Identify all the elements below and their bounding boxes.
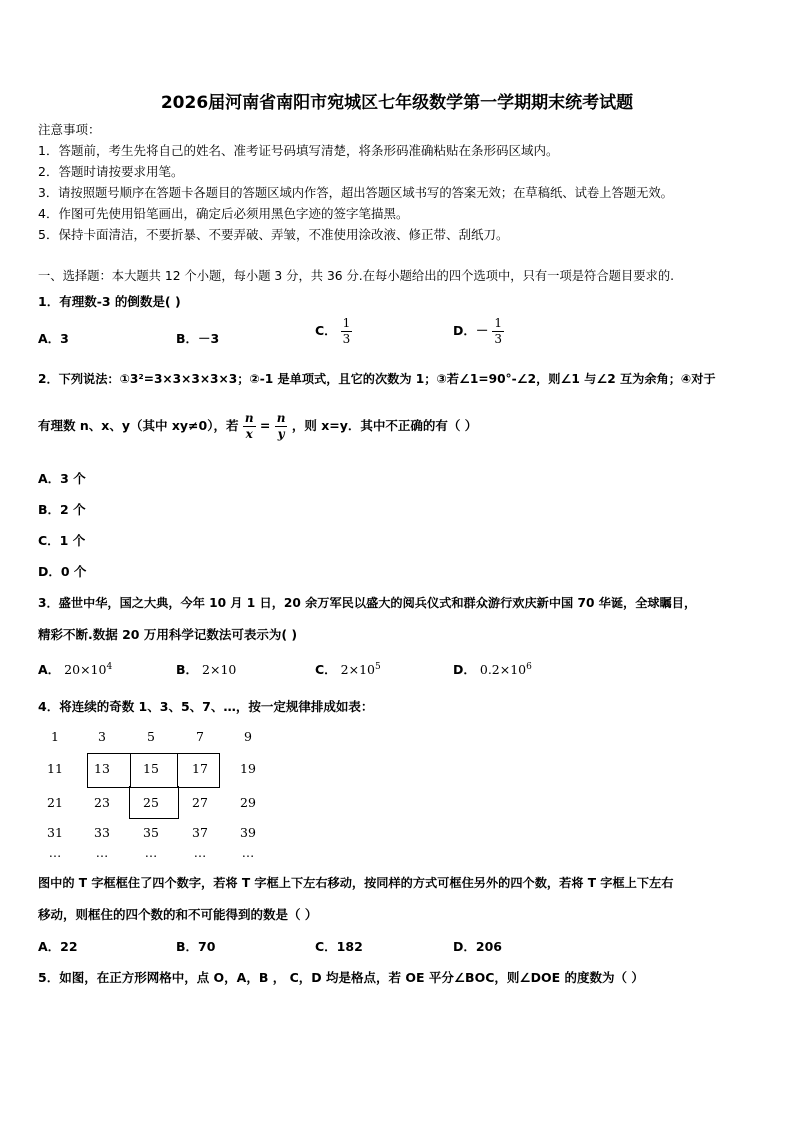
notice-item: 3．请按照题号顺序在答题卡各题目的答题区域内作答，超出答题区域书写的答案无效；在草稿纸、试卷上答题无效。	[38, 186, 673, 200]
grid-cell: 7	[196, 729, 204, 744]
q4-option-b: B．70	[176, 939, 216, 954]
notice-item: 4．作图可先使用铅笔画出，确定后必须用黑色字迹的签字笔描黑。	[38, 206, 409, 221]
math	[64, 662, 112, 677]
q1-option-c	[315, 316, 352, 347]
grid-cell: 29	[240, 795, 256, 810]
grid-cell: 25	[143, 795, 159, 810]
grid-cell: 13	[94, 761, 110, 776]
q2-option-b: B．2 个	[38, 502, 86, 517]
grid-cell: 35	[143, 825, 159, 840]
grid-cell: 5	[147, 729, 155, 744]
grid-cell: 39	[240, 825, 256, 840]
question-4-desc1: 图中的 T 字框框住了四个数字，若将 T 字框上下左右移动，按同样的方式可框住另外的四个数，若将 T 字框上下左右	[38, 876, 674, 890]
option-label: C．	[315, 323, 337, 338]
question-4-stem: 4．将连续的奇数 1、3、5、7、…，按一定规律排成如表：	[38, 699, 374, 714]
grid-cell: …	[48, 845, 62, 860]
option-label: C．	[315, 662, 337, 677]
q3-option-b	[176, 660, 236, 678]
q2-option-d: D．0 个	[38, 564, 87, 579]
q2-option-a: A．3 个	[38, 471, 86, 486]
denominator: 3	[342, 332, 351, 346]
t-frame-stem	[129, 786, 179, 819]
question-2-line2	[38, 411, 477, 442]
grid-cell: …	[95, 845, 109, 860]
question-3-line1: 3．盛世中华，国之大典，今年 10 月 1 日，20 余万军民以盛大的阅兵仪式和群众游行欢庆新中国 70 华诞，全球瞩目，	[38, 596, 697, 610]
notice-heading: 注意事项：	[38, 122, 101, 137]
numerator: 1	[494, 316, 503, 330]
equals-sign: =	[259, 418, 271, 433]
q1-option-a: A．3	[38, 331, 69, 346]
grid-cell: 9	[244, 729, 252, 744]
fraction	[243, 411, 256, 442]
page-title: 2026届河南省南阳市宛城区七年级数学第一学期期末统考试题	[160, 93, 634, 113]
grid-cell: …	[241, 845, 255, 860]
grid-cell: 1	[51, 729, 59, 744]
section-heading: 一、选择题：本大题共 12 个小题，每小题 3 分，共 36 分.在每小题给出的四个选项中，只有一项是符合题目要求的.	[38, 269, 675, 283]
grid-cell: 21	[47, 795, 63, 810]
option-label: B．	[176, 662, 199, 677]
fraction	[341, 316, 353, 347]
t-frame-cell	[87, 753, 131, 788]
grid-cell: 19	[240, 761, 256, 776]
question-5-stem: 5．如图，在正方形网格中，点 O，A，B ， C，D 均是格点，若 OE 平分∠BOC，则∠DOE 的度数为（ ）	[38, 970, 644, 985]
notice-item: 2．答题时请按要求用笔。	[38, 164, 184, 179]
grid-cell: 17	[192, 761, 208, 776]
exponent: 6	[526, 661, 532, 672]
base: 0.2×10	[479, 662, 527, 677]
option-label: A．	[38, 662, 61, 677]
option-label: D．	[453, 662, 476, 677]
denominator: x	[245, 427, 253, 441]
option-label: D．－	[453, 323, 489, 338]
math	[480, 662, 532, 677]
grid-cell: …	[193, 845, 207, 860]
exponent: 5	[375, 661, 381, 672]
denominator: y	[277, 427, 285, 441]
t-frame-cell	[177, 753, 220, 788]
text: 有理数 n、x、y（其中 xy≠0），若	[38, 418, 239, 433]
q4-option-c: C．182	[315, 939, 363, 954]
question-1-stem: 1．有理数-3 的倒数是( )	[38, 294, 181, 309]
numerator: n	[244, 411, 254, 425]
fraction	[275, 411, 288, 442]
base: 2×10	[340, 662, 376, 677]
notice-item: 1．答题前，考生先将自己的姓名、准考证号码填写清楚，将条形码准确粘贴在条形码区域内。	[38, 143, 559, 158]
math	[341, 662, 381, 677]
grid-cell: 27	[192, 795, 208, 810]
q4-option-a: A．22	[38, 939, 78, 954]
q1-option-d	[453, 316, 504, 347]
question-4-desc2: 移动，则框住的四个数的和不可能得到的数是（ ）	[38, 907, 318, 922]
q3-option-c	[315, 660, 381, 678]
question-3-line2: 精彩不断.数据 20 万用科学记数法可表示为( )	[38, 627, 298, 642]
numerator: 1	[342, 316, 351, 330]
grid-cell: 33	[94, 825, 110, 840]
numerator: n	[276, 411, 286, 425]
denominator: 3	[494, 332, 503, 346]
grid-cell: …	[144, 845, 158, 860]
q3-option-d	[453, 660, 532, 678]
q3-option-a	[38, 660, 112, 678]
q1-option-b: B．－3	[176, 331, 220, 346]
q2-option-c: C．1 个	[38, 533, 86, 548]
question-2-line1: 2．下列说法：①3²=3×3×3×3×3；②-1 是单项式，且它的次数为 1；③若∠1=90°-∠2，则∠1 与∠2 互为余角；④对于	[38, 372, 716, 386]
math: 2×10	[202, 662, 237, 677]
grid-cell: 23	[94, 795, 110, 810]
grid-cell: 3	[98, 729, 106, 744]
fraction	[492, 316, 504, 347]
grid-cell: 11	[47, 761, 63, 776]
grid-cell: 15	[143, 761, 159, 776]
q4-option-d: D．206	[453, 939, 502, 954]
text: ，则 x=y．其中不正确的有（ ）	[291, 418, 478, 433]
exponent: 4	[106, 661, 113, 672]
grid-cell: 37	[192, 825, 208, 840]
grid-cell: 31	[47, 825, 63, 840]
notice-item: 5．保持卡面清洁，不要折暴、不要弄破、弄皱，不准使用涂改液、修正带、刮纸刀。	[38, 227, 509, 242]
base: 20×10	[64, 662, 107, 677]
